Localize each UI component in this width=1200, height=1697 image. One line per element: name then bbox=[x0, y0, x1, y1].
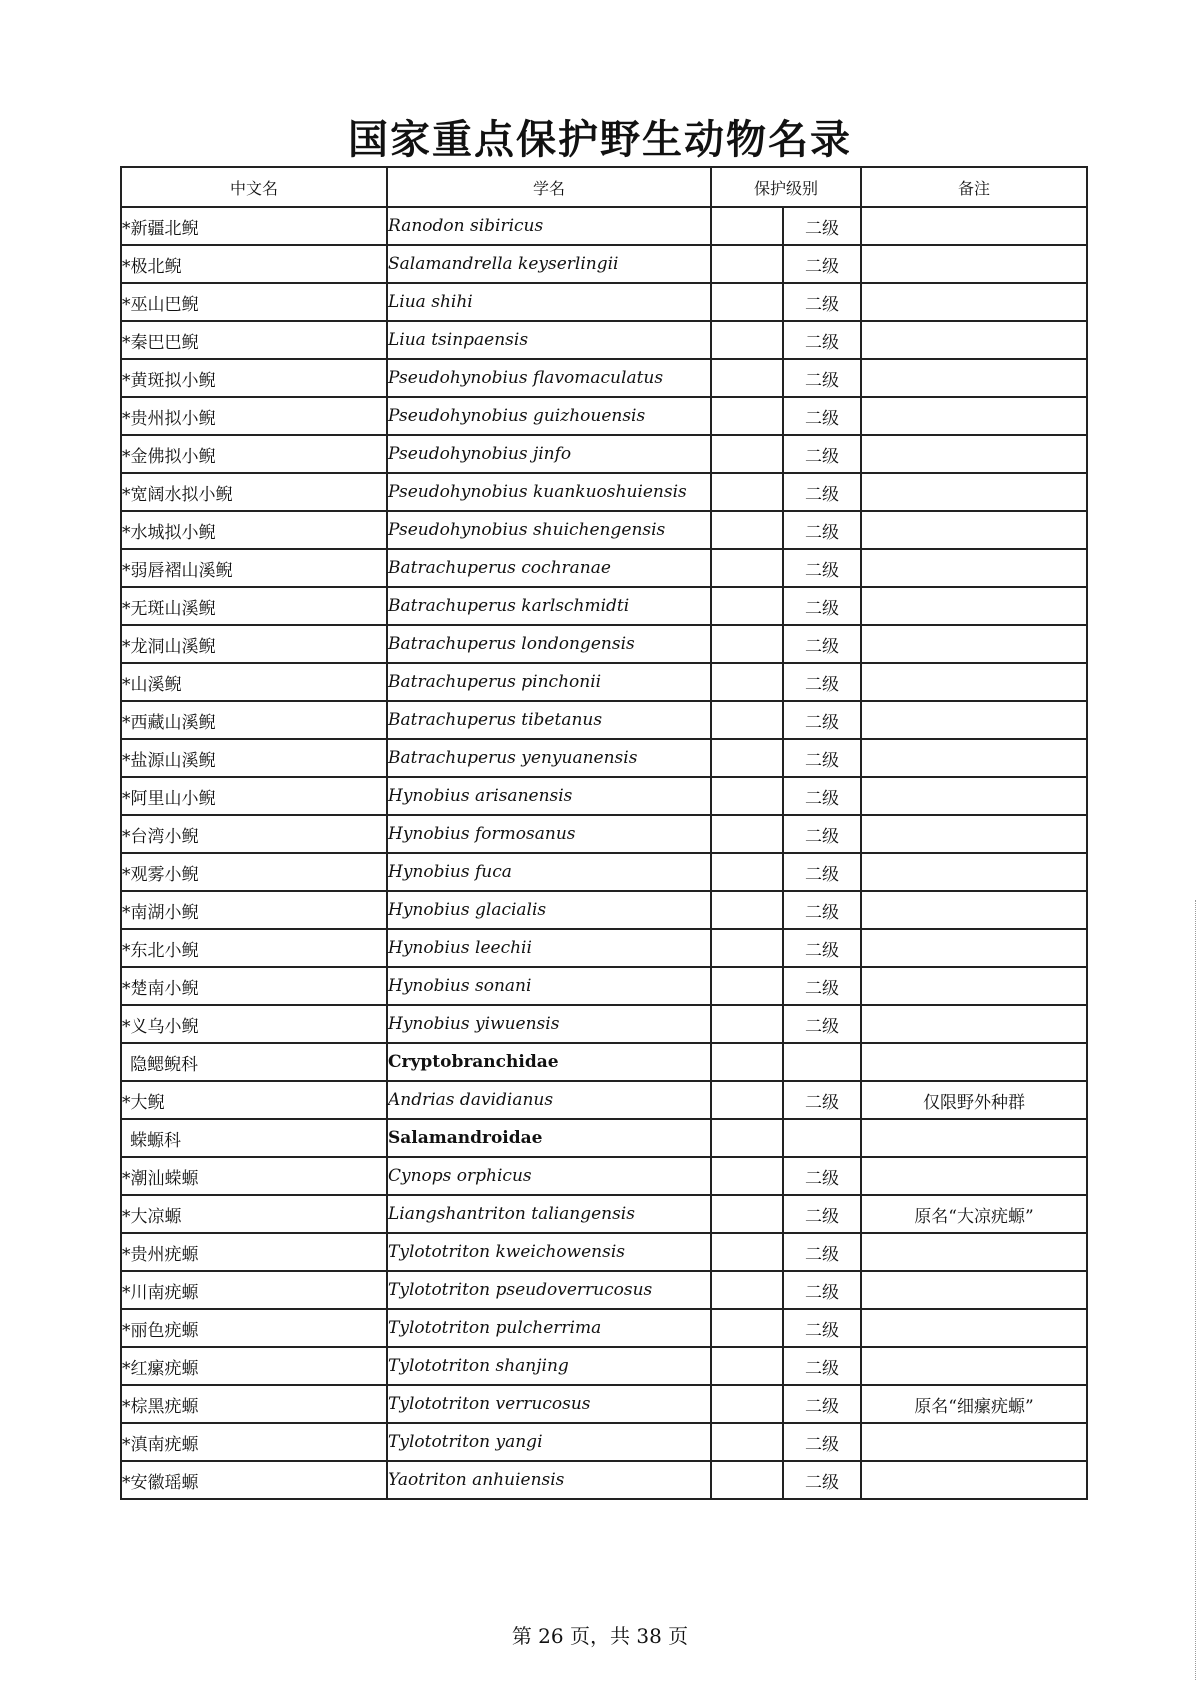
scientific-name-cell: Batrachuperus yenyuanensis bbox=[387, 739, 711, 777]
level-two-cell: 二级 bbox=[783, 359, 861, 397]
table-row bbox=[121, 587, 1087, 625]
level-one-cell bbox=[711, 397, 783, 435]
scientific-name-cell: Pseudohynobius guizhouensis bbox=[387, 397, 711, 435]
level-two-cell: 二级 bbox=[783, 207, 861, 245]
header-chinese-name: 中文名 bbox=[121, 167, 387, 207]
table-row bbox=[121, 1271, 1087, 1309]
scientific-name-cell: Hynobius glacialis bbox=[387, 891, 711, 929]
page-number: 第 26 页，共 38 页 bbox=[511, 1624, 689, 1648]
table-row bbox=[121, 1309, 1087, 1347]
note-cell bbox=[861, 739, 1087, 777]
chinese-name-cell: *川南疣螈 bbox=[121, 1271, 387, 1309]
chinese-name-cell: *金佛拟小鲵 bbox=[121, 435, 387, 473]
level-two-cell: 二级 bbox=[783, 853, 861, 891]
table-row bbox=[121, 397, 1087, 435]
note-cell bbox=[861, 815, 1087, 853]
level-one-cell bbox=[711, 853, 783, 891]
level-one-cell bbox=[711, 587, 783, 625]
chinese-name-cell: *西藏山溪鲵 bbox=[121, 701, 387, 739]
chinese-name-cell: 蝾螈科 bbox=[121, 1119, 387, 1157]
level-one-cell bbox=[711, 549, 783, 587]
table-row bbox=[121, 777, 1087, 815]
level-two-cell: 二级 bbox=[783, 1271, 861, 1309]
note-cell bbox=[861, 1271, 1087, 1309]
table-row bbox=[121, 1005, 1087, 1043]
level-one-cell bbox=[711, 435, 783, 473]
level-two-cell: 二级 bbox=[783, 967, 861, 1005]
level-two-cell: 二级 bbox=[783, 435, 861, 473]
note-cell bbox=[861, 207, 1087, 245]
chinese-name-cell: *山溪鲵 bbox=[121, 663, 387, 701]
level-one-cell bbox=[711, 625, 783, 663]
level-two-cell: 二级 bbox=[783, 1347, 861, 1385]
note-cell bbox=[861, 435, 1087, 473]
level-one-cell bbox=[711, 321, 783, 359]
note-cell bbox=[861, 245, 1087, 283]
note-cell bbox=[861, 625, 1087, 663]
table-body bbox=[121, 207, 1087, 1499]
scientific-name-cell: Pseudohynobius flavomaculatus bbox=[387, 359, 711, 397]
level-one-cell bbox=[711, 1119, 783, 1157]
chinese-name-cell: *丽色疣螈 bbox=[121, 1309, 387, 1347]
level-two-cell: 二级 bbox=[783, 397, 861, 435]
level-one-cell bbox=[711, 701, 783, 739]
level-one-cell bbox=[711, 1043, 783, 1081]
table-row bbox=[121, 1461, 1087, 1499]
note-cell bbox=[861, 891, 1087, 929]
note-cell: 仅限野外种群 bbox=[861, 1081, 1087, 1119]
scientific-name-cell: Batrachuperus karlschmidti bbox=[387, 587, 711, 625]
chinese-name-cell: *盐源山溪鲵 bbox=[121, 739, 387, 777]
scientific-name-cell: Hynobius yiwuensis bbox=[387, 1005, 711, 1043]
table-row bbox=[121, 321, 1087, 359]
level-two-cell: 二级 bbox=[783, 1005, 861, 1043]
scientific-name-cell: Batrachuperus cochranae bbox=[387, 549, 711, 587]
level-two-cell: 二级 bbox=[783, 245, 861, 283]
level-two-cell bbox=[783, 1043, 861, 1081]
chinese-name-cell: *大鲵 bbox=[121, 1081, 387, 1119]
note-cell bbox=[861, 701, 1087, 739]
table-row bbox=[121, 1157, 1087, 1195]
note-cell bbox=[861, 587, 1087, 625]
level-one-cell bbox=[711, 473, 783, 511]
table-row bbox=[121, 1233, 1087, 1271]
chinese-name-cell: *弱唇褶山溪鲵 bbox=[121, 549, 387, 587]
level-one-cell bbox=[711, 1347, 783, 1385]
chinese-name-cell: *安徽瑶螈 bbox=[121, 1461, 387, 1499]
note-cell bbox=[861, 1309, 1087, 1347]
scientific-name-cell: Hynobius formosanus bbox=[387, 815, 711, 853]
scientific-name-cell: Tylototriton pulcherrima bbox=[387, 1309, 711, 1347]
note-cell bbox=[861, 1233, 1087, 1271]
chinese-name-cell: *红瘰疣螈 bbox=[121, 1347, 387, 1385]
scientific-name-cell: Tylototriton yangi bbox=[387, 1423, 711, 1461]
scientific-name-cell: Salamandrella keyserlingii bbox=[387, 245, 711, 283]
level-two-cell: 二级 bbox=[783, 739, 861, 777]
table-row bbox=[121, 967, 1087, 1005]
scientific-name-cell: Liua tsinpaensis bbox=[387, 321, 711, 359]
level-two-cell: 二级 bbox=[783, 1309, 861, 1347]
level-two-cell: 二级 bbox=[783, 321, 861, 359]
chinese-name-cell: *台湾小鲵 bbox=[121, 815, 387, 853]
level-two-cell: 二级 bbox=[783, 1195, 861, 1233]
level-two-cell: 二级 bbox=[783, 929, 861, 967]
table-row bbox=[121, 663, 1087, 701]
scientific-name-cell: Tylototriton shanjing bbox=[387, 1347, 711, 1385]
level-one-cell bbox=[711, 359, 783, 397]
scientific-name-cell: Cryptobranchidae bbox=[387, 1043, 711, 1081]
level-two-cell: 二级 bbox=[783, 1461, 861, 1499]
level-one-cell bbox=[711, 1385, 783, 1423]
note-cell bbox=[861, 967, 1087, 1005]
chinese-name-cell: *贵州疣螈 bbox=[121, 1233, 387, 1271]
level-two-cell: 二级 bbox=[783, 1157, 861, 1195]
table-row bbox=[121, 815, 1087, 853]
note-cell: 原名“大凉疣螈” bbox=[861, 1195, 1087, 1233]
scientific-name-cell: Hynobius arisanensis bbox=[387, 777, 711, 815]
table-row bbox=[121, 1195, 1087, 1233]
level-one-cell bbox=[711, 815, 783, 853]
chinese-name-cell: *东北小鲵 bbox=[121, 929, 387, 967]
species-table bbox=[120, 166, 1088, 1500]
scientific-name-cell: Batrachuperus londongensis bbox=[387, 625, 711, 663]
level-one-cell bbox=[711, 207, 783, 245]
level-one-cell bbox=[711, 1005, 783, 1043]
chinese-name-cell: *贵州拟小鲵 bbox=[121, 397, 387, 435]
chinese-name-cell: *无斑山溪鲵 bbox=[121, 587, 387, 625]
table-row bbox=[121, 359, 1087, 397]
header-scientific-name: 学名 bbox=[387, 167, 711, 207]
table-row bbox=[121, 1081, 1087, 1119]
level-two-cell: 二级 bbox=[783, 777, 861, 815]
table-row bbox=[121, 1385, 1087, 1423]
scientific-name-cell: Tylototriton kweichowensis bbox=[387, 1233, 711, 1271]
table-row bbox=[121, 929, 1087, 967]
scientific-name-cell: Liangshantriton taliangensis bbox=[387, 1195, 711, 1233]
chinese-name-cell: *宽阔水拟小鲵 bbox=[121, 473, 387, 511]
scientific-name-cell: Tylototriton verrucosus bbox=[387, 1385, 711, 1423]
note-cell bbox=[861, 359, 1087, 397]
level-one-cell bbox=[711, 739, 783, 777]
note-cell bbox=[861, 929, 1087, 967]
table-row bbox=[121, 207, 1087, 245]
table-row bbox=[121, 245, 1087, 283]
level-two-cell: 二级 bbox=[783, 473, 861, 511]
scientific-name-cell: Batrachuperus tibetanus bbox=[387, 701, 711, 739]
chinese-name-cell: *龙洞山溪鲵 bbox=[121, 625, 387, 663]
level-two-cell: 二级 bbox=[783, 625, 861, 663]
chinese-name-cell: *极北鲵 bbox=[121, 245, 387, 283]
note-cell bbox=[861, 473, 1087, 511]
family-row bbox=[121, 1119, 1087, 1157]
scientific-name-cell: Salamandroidae bbox=[387, 1119, 711, 1157]
level-two-cell: 二级 bbox=[783, 701, 861, 739]
scientific-name-cell: Liua shihi bbox=[387, 283, 711, 321]
family-row bbox=[121, 1043, 1087, 1081]
scientific-name-cell: Hynobius sonani bbox=[387, 967, 711, 1005]
note-cell bbox=[861, 1119, 1087, 1157]
chinese-name-cell: 隐鳃鲵科 bbox=[121, 1043, 387, 1081]
level-one-cell bbox=[711, 245, 783, 283]
chinese-name-cell: *南湖小鲵 bbox=[121, 891, 387, 929]
chinese-name-cell: *水城拟小鲵 bbox=[121, 511, 387, 549]
note-cell bbox=[861, 1043, 1087, 1081]
note-cell bbox=[861, 511, 1087, 549]
scientific-name-cell: Pseudohynobius jinfo bbox=[387, 435, 711, 473]
note-cell bbox=[861, 283, 1087, 321]
level-two-cell: 二级 bbox=[783, 511, 861, 549]
scientific-name-cell: Pseudohynobius kuankuoshuiensis bbox=[387, 473, 711, 511]
note-cell bbox=[861, 1423, 1087, 1461]
table-row bbox=[121, 511, 1087, 549]
note-cell bbox=[861, 1347, 1087, 1385]
table-row bbox=[121, 891, 1087, 929]
scientific-name-cell: Yaotriton anhuiensis bbox=[387, 1461, 711, 1499]
chinese-name-cell: *秦巴巴鲵 bbox=[121, 321, 387, 359]
level-one-cell bbox=[711, 777, 783, 815]
note-cell bbox=[861, 549, 1087, 587]
table-row bbox=[121, 435, 1087, 473]
level-two-cell bbox=[783, 1119, 861, 1157]
scientific-name-cell: Cynops orphicus bbox=[387, 1157, 711, 1195]
level-two-cell: 二级 bbox=[783, 815, 861, 853]
level-one-cell bbox=[711, 967, 783, 1005]
level-two-cell: 二级 bbox=[783, 549, 861, 587]
chinese-name-cell: *观雾小鲵 bbox=[121, 853, 387, 891]
table-row bbox=[121, 625, 1087, 663]
note-cell bbox=[861, 1157, 1087, 1195]
level-one-cell bbox=[711, 1309, 783, 1347]
level-one-cell bbox=[711, 1271, 783, 1309]
chinese-name-cell: *楚南小鲵 bbox=[121, 967, 387, 1005]
note-cell bbox=[861, 1461, 1087, 1499]
level-two-cell: 二级 bbox=[783, 891, 861, 929]
level-one-cell bbox=[711, 283, 783, 321]
table-row bbox=[121, 549, 1087, 587]
level-one-cell bbox=[711, 891, 783, 929]
table-row bbox=[121, 701, 1087, 739]
level-two-cell: 二级 bbox=[783, 1081, 861, 1119]
scientific-name-cell: Pseudohynobius shuichengensis bbox=[387, 511, 711, 549]
level-one-cell bbox=[711, 1461, 783, 1499]
chinese-name-cell: *大凉螈 bbox=[121, 1195, 387, 1233]
level-one-cell bbox=[711, 663, 783, 701]
scientific-name-cell: Hynobius fuca bbox=[387, 853, 711, 891]
level-two-cell: 二级 bbox=[783, 283, 861, 321]
level-one-cell bbox=[711, 929, 783, 967]
page-title: 国家重点保护野生动物名录 bbox=[348, 116, 852, 163]
scientific-name-cell: Andrias davidianus bbox=[387, 1081, 711, 1119]
level-one-cell bbox=[711, 1081, 783, 1119]
note-cell bbox=[861, 1005, 1087, 1043]
level-two-cell: 二级 bbox=[783, 1233, 861, 1271]
level-two-cell: 二级 bbox=[783, 663, 861, 701]
table-row bbox=[121, 1423, 1087, 1461]
table-row bbox=[121, 739, 1087, 777]
chinese-name-cell: *义乌小鲵 bbox=[121, 1005, 387, 1043]
note-cell bbox=[861, 777, 1087, 815]
note-cell bbox=[861, 853, 1087, 891]
note-cell bbox=[861, 663, 1087, 701]
level-two-cell: 二级 bbox=[783, 587, 861, 625]
note-cell bbox=[861, 321, 1087, 359]
chinese-name-cell: *黄斑拟小鲵 bbox=[121, 359, 387, 397]
level-two-cell: 二级 bbox=[783, 1423, 861, 1461]
table-row bbox=[121, 1347, 1087, 1385]
level-two-cell: 二级 bbox=[783, 1385, 861, 1423]
chinese-name-cell: *新疆北鲵 bbox=[121, 207, 387, 245]
chinese-name-cell: *阿里山小鲵 bbox=[121, 777, 387, 815]
scientific-name-cell: Ranodon sibiricus bbox=[387, 207, 711, 245]
level-one-cell bbox=[711, 1195, 783, 1233]
note-cell bbox=[861, 397, 1087, 435]
chinese-name-cell: *滇南疣螈 bbox=[121, 1423, 387, 1461]
chinese-name-cell: *巫山巴鲵 bbox=[121, 283, 387, 321]
table-row bbox=[121, 853, 1087, 891]
table-row bbox=[121, 283, 1087, 321]
table-header-row bbox=[121, 167, 1087, 207]
level-one-cell bbox=[711, 1233, 783, 1271]
header-notes: 备注 bbox=[861, 167, 1087, 207]
scientific-name-cell: Hynobius leechii bbox=[387, 929, 711, 967]
table-row bbox=[121, 473, 1087, 511]
note-cell: 原名“细瘰疣螈” bbox=[861, 1385, 1087, 1423]
scientific-name-cell: Tylototriton pseudoverrucosus bbox=[387, 1271, 711, 1309]
scientific-name-cell: Batrachuperus pinchonii bbox=[387, 663, 711, 701]
level-one-cell bbox=[711, 511, 783, 549]
level-one-cell bbox=[711, 1157, 783, 1195]
chinese-name-cell: *棕黑疣螈 bbox=[121, 1385, 387, 1423]
level-one-cell bbox=[711, 1423, 783, 1461]
scan-edge-line bbox=[1194, 900, 1196, 1680]
chinese-name-cell: *潮汕蝾螈 bbox=[121, 1157, 387, 1195]
header-protection-level: 保护级别 bbox=[711, 167, 861, 207]
